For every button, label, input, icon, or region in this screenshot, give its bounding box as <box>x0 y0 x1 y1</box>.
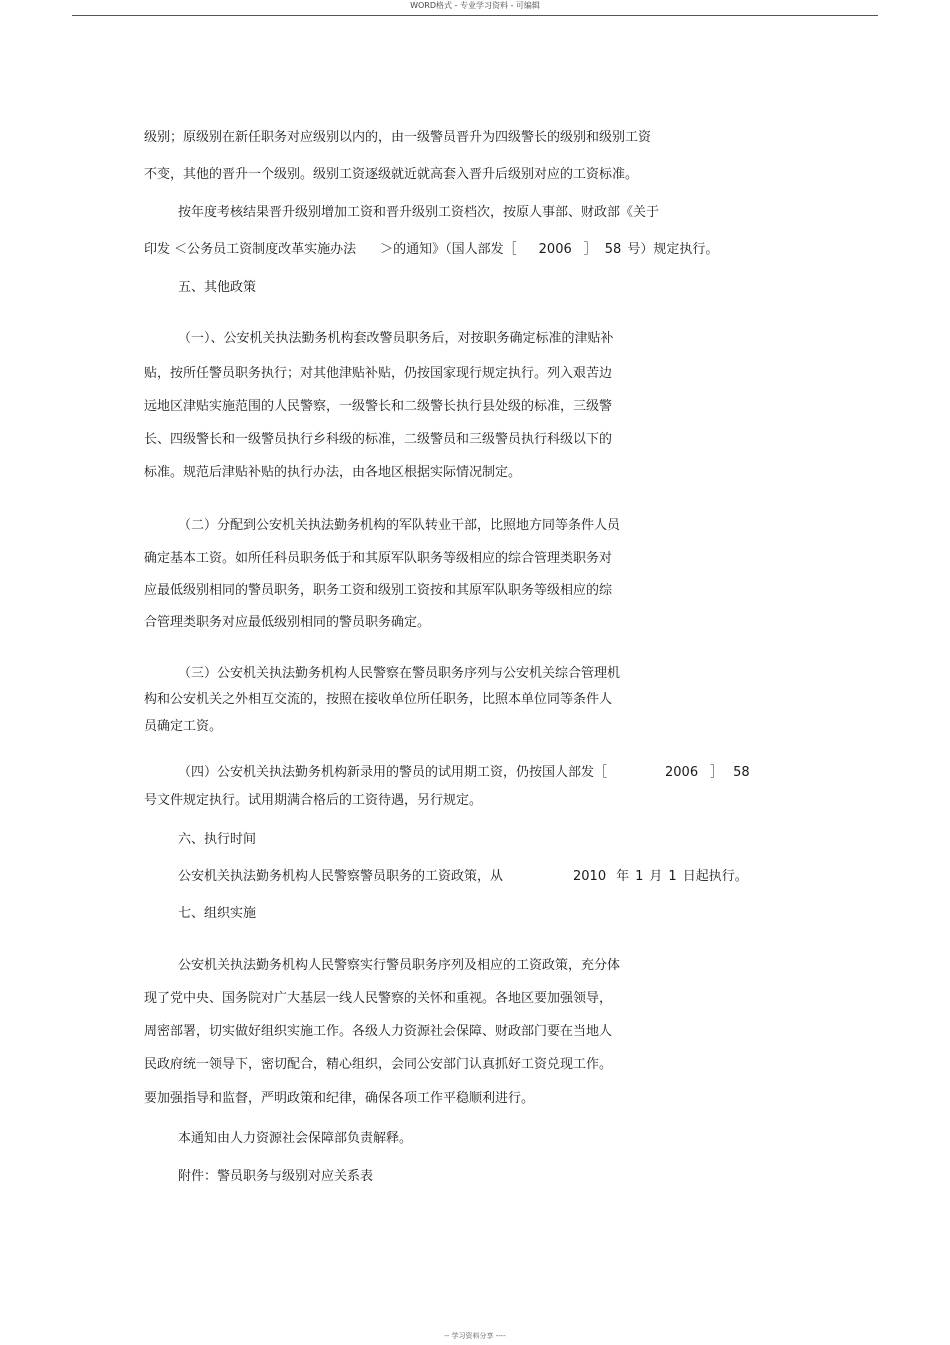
text-line: 号文件规定执行。试用期满合格后的工资待遇，另行规定。 <box>144 793 483 808</box>
text-segment: ］ <box>710 765 724 780</box>
text-line: 远地区津贴实施范围的人民警察，一级警长和二级警长执行县处级的标准，三级警 <box>144 399 613 414</box>
section-heading: 五、其他政策 <box>178 280 257 295</box>
text-line: 贴，按所任警员职务执行；对其他津贴补贴，仍按国家现行规定执行。列入艰苦边 <box>144 366 613 381</box>
text-line: 员确定工资。 <box>144 719 223 734</box>
text-line: 要加强指导和监督，严明政策和纪律，确保各项工作平稳顺利进行。 <box>144 1091 535 1106</box>
text-line: （三）公安机关执法勤务机构人民警察在警员职务序列与公安机关综合管理机 <box>178 666 621 681</box>
text-line: 确定基本工资。如所任科员职务低于和其原军队职务等级相应的综合管理类职务对 <box>144 551 613 566</box>
text-line: 合管理类职务对应最低级别相同的警员职务确定。 <box>144 615 431 630</box>
text-segment: 日起执行。 <box>682 869 748 884</box>
text-line: 民政府统一领导下，密切配合，精心组织，会同公安部门认真抓好工资兑现工作。 <box>144 1057 613 1072</box>
text-line: 公安机关执法勤务机构人民警察实行警员职务序列及相应的工资政策，充分体 <box>178 958 621 973</box>
section-heading: 七、组织实施 <box>178 906 257 921</box>
section-heading: 六、执行时间 <box>178 832 257 847</box>
year-number: 2006 <box>538 242 572 257</box>
text-line: （二）分配到公安机关执法勤务机构的军队转业干部，比照地方同等条件人员 <box>178 518 621 533</box>
text-line: 不变，其他的晋升一个级别。级别工资逐级就近就高套入晋升后级别对应的工资标准。 <box>144 167 639 182</box>
text-line: 级别；原级别在新任职务对应级别以内的，由一级警员晋升为四级警长的级别和级别工资 <box>144 130 652 145</box>
text-segment: 年 <box>616 869 630 884</box>
text-segment: 印发 ＜公务员工资制度改革实施办法 <box>144 242 357 257</box>
document-number: 58 <box>604 242 622 257</box>
text-segment: 号）规定执行。 <box>627 242 719 257</box>
text-line <box>178 869 748 885</box>
text-line: 按年度考核结果晋升级别增加工资和晋升级别工资档次，按原人事部、财政部《关于 <box>178 205 660 220</box>
document-number: 58 <box>733 765 750 780</box>
text-line: 本通知由人力资源社会保障部负责解释。 <box>178 1131 413 1146</box>
text-segment: 月 <box>649 869 663 884</box>
text-line: 周密部署，切实做好组织实施工作。各级人力资源社会保障、财政部门要在当地人 <box>144 1024 613 1039</box>
month-number: 1 <box>635 869 644 884</box>
text-line: 现了党中央、国务院对广大基层一线人民警察的关怀和重视。各地区要加强领导， <box>144 991 613 1006</box>
page-header: WORD格式 - 专业学习资料 - 可编辑 <box>72 0 878 16</box>
text-segment: ］ <box>583 242 597 257</box>
text-line: 应最低级别相同的警员职务，职务工资和级别工资按和其原军队职务等级相应的综 <box>144 583 613 598</box>
year-number: 2006 <box>665 765 699 780</box>
text-segment: ＞的通知》（国人部发［ <box>380 242 517 257</box>
text-line: 长、四级警长和一级警员执行乡科级的标准，二级警员和三级警员执行科级以下的 <box>144 432 613 447</box>
attachment-line: 附件：警员职务与级别对应关系表 <box>178 1169 374 1184</box>
day-number: 1 <box>668 869 677 884</box>
text-line: 构和公安机关之外相互交流的，按照在接收单位所任职务，比照本单位同等条件人 <box>144 692 613 707</box>
text-segment: （四）公安机关执法勤务机构新录用的警员的试用期工资，仍按国人部发［ <box>178 765 608 780</box>
text-line: （一）、公安机关执法勤务机构套改警员职务后，对按职务确定标准的津贴补 <box>178 331 614 346</box>
text-line: 标准。规范后津贴补贴的执行办法，由各地区根据实际情况制定。 <box>144 465 522 480</box>
page-footer: -- 学习资料分享 ---- <box>444 1332 506 1340</box>
text-line <box>144 242 718 258</box>
year-number: 2010 <box>573 869 607 884</box>
text-line <box>178 765 750 781</box>
text-segment: 公安机关执法勤务机构人民警察警员职务的工资政策，从 <box>178 869 504 884</box>
